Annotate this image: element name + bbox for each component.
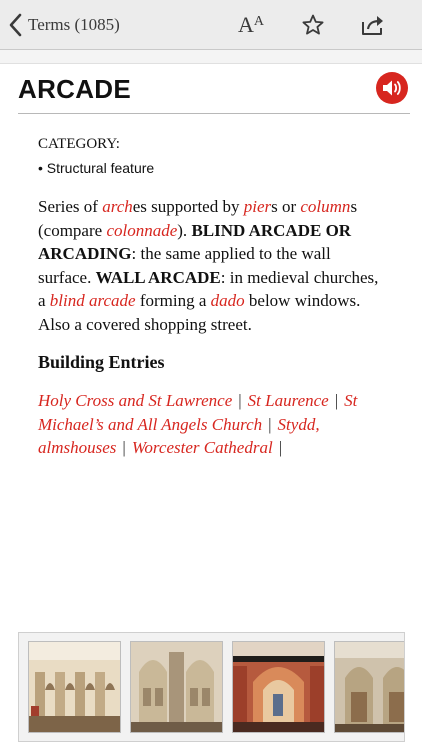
chevron-left-icon [8,13,22,37]
font-size-icon[interactable]: A A [237,12,264,37]
back-button[interactable] [8,10,120,40]
back-label: Terms (1085) [28,15,120,34]
term-link-arch[interactable]: arch [102,197,133,216]
image-gallery[interactable] [18,632,405,742]
definition-bold-term: BLIND ARCADE OR ARCADING [38,220,352,264]
header-divider [0,50,422,64]
building-entry[interactable]: St Laurence [247,391,329,410]
definition-text-segment: s (compare [38,197,358,240]
entry-separator: | [238,391,242,410]
building-entry[interactable]: Worcester Cathedral [131,438,273,458]
term-link-colonnade[interactable]: colonnade [106,220,178,240]
definition-text-segment: ). [177,220,192,240]
definition-text-segment: below windows. Also a covered shopping street. [38,291,361,334]
building-entry[interactable]: Holy Cross and St Lawrence [38,391,233,410]
entry-separator: | [278,438,283,458]
entry-separator: | [334,391,339,410]
definition-text-segment: forming a [135,291,211,311]
category-label: CATEGORY: [38,136,120,152]
gallery-thumbnail[interactable] [28,641,121,733]
share-icon[interactable] [358,10,388,40]
term-title: ARCADE [18,74,132,104]
definition-text-segment: Series of [38,197,103,216]
term-link-dado[interactable]: dado [210,291,245,311]
term-link-pier[interactable]: pier [243,197,272,216]
definition-text-segment: es supported by [132,197,244,216]
definition-text-segment: : the same applied to the wall surface. [38,244,331,287]
definition-text-segment: : in medieval churches, a [38,267,379,311]
term-link-blind-arcade[interactable]: blind arcade [49,291,136,311]
term-link-column[interactable]: column [300,197,351,216]
building-entry[interactable]: Stydd, almshouses [38,414,320,458]
building-entries-heading: Building Entries [38,352,165,372]
gallery-thumbnail[interactable] [232,641,325,733]
entry-separator: | [122,438,126,458]
gallery-thumbnail[interactable] [334,641,405,733]
title-divider [18,113,410,114]
speaker-icon[interactable] [376,72,408,104]
building-entries-list [38,389,388,460]
entry-separator: | [268,414,272,434]
definition-text-segment: s or [271,197,301,216]
gallery-thumbnail[interactable] [130,641,223,733]
category-item: • Structural feature [38,160,155,176]
definition-text [38,195,388,337]
navigation-bar [0,0,422,50]
star-icon[interactable] [299,10,327,40]
building-entry[interactable]: St Michael’s and All Angels Church [38,391,358,434]
definition-bold-term: WALL ARCADE [95,267,221,287]
